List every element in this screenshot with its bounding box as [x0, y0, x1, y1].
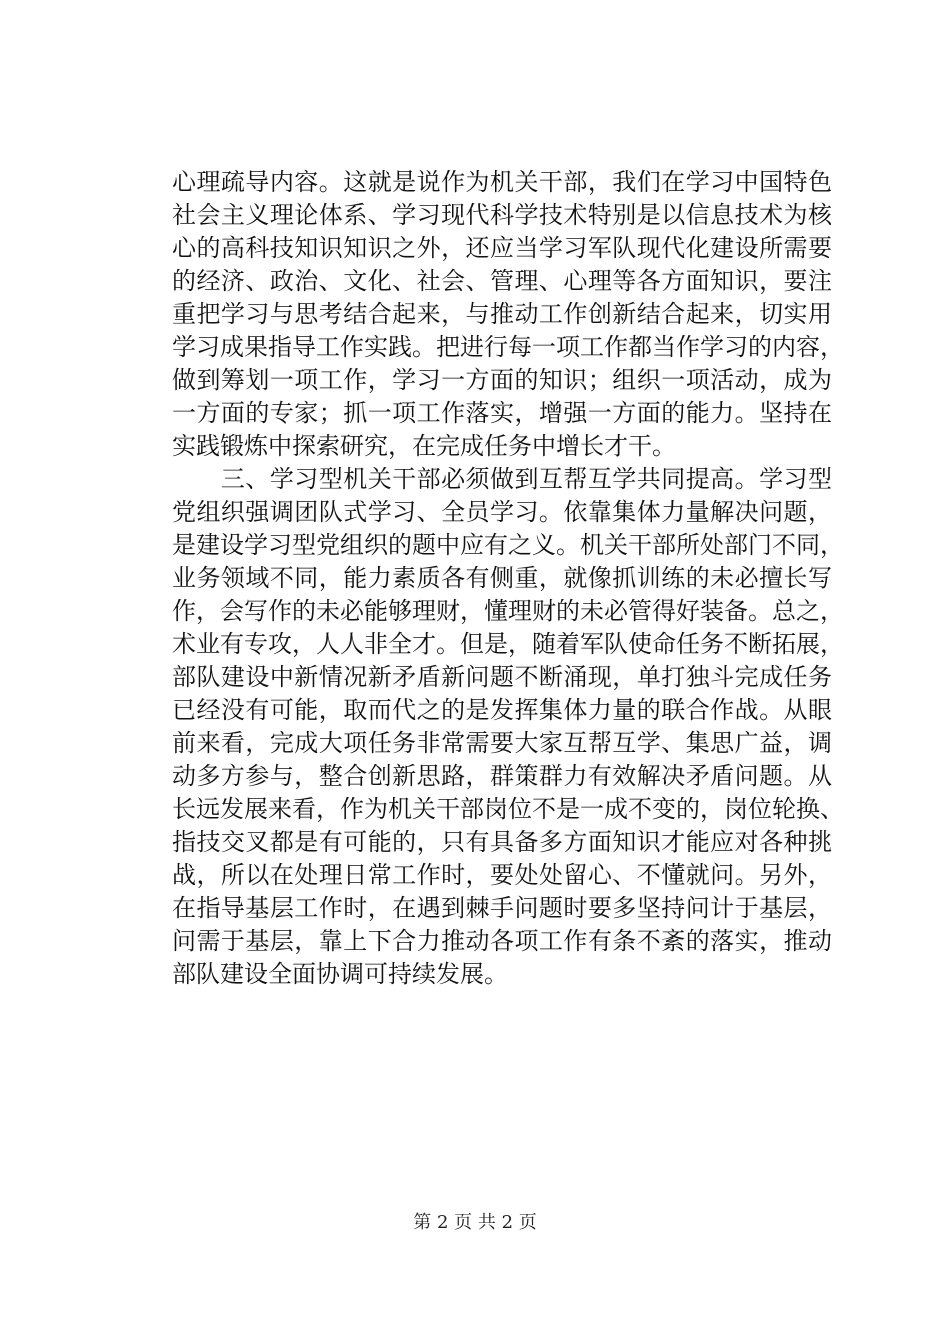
text-line: 实践锻炼中探索研究，在完成任务中增长才干。 [172, 432, 676, 460]
text-line: 重把学习与思考结合起来，与推动工作创新结合起来，切实用 [172, 300, 832, 328]
text-line: 问需于基层，靠上下合力推动各项工作有条不紊的落实，推动 [172, 927, 832, 955]
text-line: 心理疏导内容。这就是说作为机关干部，我们在学习中国特色 [172, 168, 832, 196]
text-line: 动多方参与，整合创新思路，群策群力有效解决矛盾问题。从 [172, 762, 832, 790]
page-footer: 第 2 页 共 2 页 [413, 1212, 537, 1233]
text-line: 在指导基层工作时，在遇到棘手问题时要多坚持问计于基层， [172, 894, 832, 922]
text-line: 指技交叉都是有可能的，只有具备多方面知识才能应对各种挑 [172, 828, 832, 856]
text-line: 已经没有可能，取而代之的是发挥集体力量的联合作战。从眼 [172, 696, 832, 724]
text-line: 一方面的专家；抓一项工作落实，增强一方面的能力。坚持在 [172, 399, 832, 427]
text-line: 的经济、政治、文化、社会、管理、心理等各方面知识，要注 [172, 267, 832, 295]
text-line: 部队建设中新情况新矛盾新问题不断涌现，单打独斗完成任务 [172, 663, 832, 691]
text-line: 业务领域不同，能力素质各有侧重，就像抓训练的未必擅长写 [172, 564, 832, 592]
text-line: 战，所以在处理日常工作时，要处处留心、不懂就问。另外， [172, 861, 832, 889]
text-line: 作，会写作的未必能够理财，懂理财的未必管得好装备。总之， [172, 597, 844, 625]
text-line: 党组织强调团队式学习、全员学习。依靠集体力量解决问题， [172, 498, 832, 526]
text-line: 前来看，完成大项任务非常需要大家互帮互学、集思广益，调 [172, 729, 832, 757]
text-line: 部队建设全面协调可持续发展。 [172, 960, 508, 988]
text-line: 做到筹划一项工作，学习一方面的知识；组织一项活动，成为 [172, 366, 832, 394]
text-line: 三、学习型机关干部必须做到互帮互学共同提高。学习型 [172, 465, 832, 493]
text-line: 术业有专攻，人人非全才。但是，随着军队使命任务不断拓展， [172, 630, 844, 658]
text-line: 学习成果指导工作实践。把进行每一项工作都当作学习的内容， [172, 333, 844, 361]
text-line: 是建设学习型党组织的题中应有之义。机关干部所处部门不同， [172, 531, 844, 559]
text-line: 心的高科技知识知识之外，还应当学习军队现代化建设所需要 [172, 234, 832, 262]
body-text [172, 166, 844, 991]
text-line: 社会主义理论体系、学习现代科学技术特别是以信息技术为核 [172, 201, 832, 229]
text-line: 长远发展来看，作为机关干部岗位不是一成不变的，岗位轮换、 [172, 795, 844, 823]
